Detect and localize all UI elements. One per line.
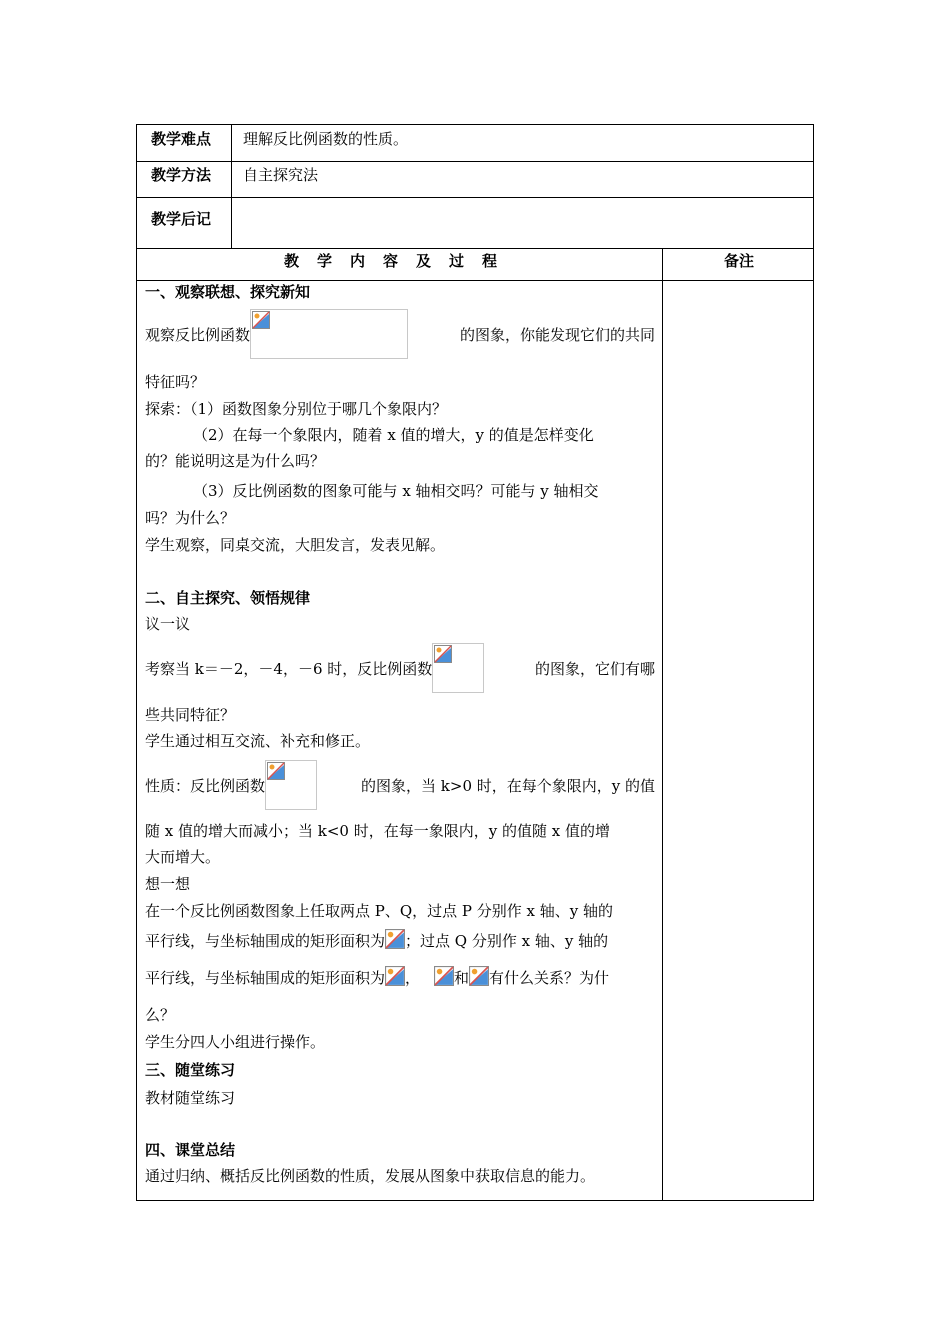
content-line: 随 x 值的增大而减小；当 k<0 时，在每一象限内，y 的值随 x 值的增 bbox=[145, 822, 610, 840]
content-line: 特征吗？ bbox=[145, 373, 206, 391]
content-line: （3）反比例函数的图象可能与 x 轴相交吗？可能与 y 轴相交 bbox=[193, 482, 599, 500]
content-text: 和 bbox=[454, 968, 470, 987]
broken-image-icon bbox=[434, 966, 454, 986]
remarks-cell bbox=[663, 281, 814, 1200]
content-line: 大而增大。 bbox=[145, 848, 221, 866]
broken-image-icon bbox=[385, 929, 405, 949]
formula-image bbox=[434, 966, 454, 988]
content-line: 么？ bbox=[145, 1006, 176, 1024]
method-label: 教学方法 bbox=[151, 166, 212, 184]
content-text: 的图象，当 k>0 时，在每个象限内，y 的值 bbox=[361, 776, 655, 795]
difficulty-label: 教学难点 bbox=[151, 130, 212, 148]
content-line: 通过归纳、概括反比例函数的性质，发展从图象中获取信息的能力。 bbox=[145, 1167, 596, 1185]
section-1-title: 一、观察联想、探究新知 bbox=[145, 283, 311, 301]
content-line: 教材随堂练习 bbox=[145, 1089, 236, 1107]
content-line bbox=[145, 759, 655, 811]
row-divider bbox=[137, 161, 813, 162]
formula-image bbox=[385, 929, 405, 951]
content-line: 些共同特征？ bbox=[145, 706, 236, 724]
content-line bbox=[145, 963, 609, 991]
content-line: 议一议 bbox=[145, 615, 191, 633]
row-divider bbox=[137, 248, 813, 249]
content-text: 平行线，与坐标轴围成的矩形面积为 bbox=[145, 968, 386, 987]
section-2-title: 二、自主探究、领悟规律 bbox=[145, 589, 311, 607]
content-text: 考察当 k＝－2，－4，－6 时，反比例函数 bbox=[145, 659, 433, 678]
lesson-plan-table bbox=[136, 124, 814, 1201]
difficulty-value: 理解反比例函数的性质。 bbox=[243, 130, 409, 148]
content-line: 学生分四人小组进行操作。 bbox=[145, 1033, 326, 1051]
remarks-header: 备注 bbox=[723, 252, 754, 270]
lesson-content bbox=[145, 281, 655, 1196]
content-text: 有什么关系？为什 bbox=[489, 968, 610, 987]
broken-image-icon bbox=[252, 311, 270, 329]
postscript-label: 教学后记 bbox=[151, 210, 212, 228]
content-text: 的图象，它们有哪 bbox=[534, 659, 655, 678]
content-line: 学生通过相互交流、补充和修正。 bbox=[145, 732, 371, 750]
broken-image-icon bbox=[267, 762, 285, 780]
content-text: 的图象，你能发现它们的共同 bbox=[459, 325, 655, 344]
section-3-title: 三、随堂练习 bbox=[145, 1061, 236, 1079]
content-line bbox=[145, 926, 608, 954]
broken-image-icon bbox=[469, 966, 489, 986]
section-4-title: 四、课堂总结 bbox=[145, 1141, 236, 1159]
formula-image bbox=[385, 966, 405, 988]
content-line: 想一想 bbox=[145, 875, 191, 893]
content-line: 吗？为什么？ bbox=[145, 509, 236, 527]
formula-image bbox=[432, 643, 484, 693]
label-divider bbox=[231, 125, 232, 248]
content-text: 性质：反比例函数 bbox=[145, 776, 266, 795]
broken-image-icon bbox=[385, 966, 405, 986]
formula-image bbox=[265, 760, 317, 810]
content-text: 平行线，与坐标轴围成的矩形面积为 bbox=[145, 931, 386, 950]
row-divider bbox=[137, 197, 813, 198]
content-text: ；过点 Q 分别作 x 轴、y 轴的 bbox=[405, 931, 609, 950]
broken-image-icon bbox=[434, 645, 452, 663]
content-text: ， bbox=[405, 968, 421, 987]
content-line: 在一个反比例函数图象上任取两点 P、Q，过点 P 分别作 x 轴、y 轴的 bbox=[145, 902, 614, 920]
formula-image bbox=[469, 966, 489, 988]
content-line bbox=[145, 642, 655, 694]
content-line bbox=[145, 308, 655, 360]
content-line: 探索：（1）函数图象分别位于哪几个象限内？ bbox=[145, 400, 448, 418]
content-line: 学生观察，同桌交流，大胆发言，发表见解。 bbox=[145, 536, 446, 554]
content-text: 观察反比例函数 bbox=[145, 325, 251, 344]
method-value: 自主探究法 bbox=[243, 166, 319, 184]
content-header: 教学内容及过程 bbox=[283, 252, 515, 270]
content-line: 的？能说明这是为什么吗？ bbox=[145, 452, 326, 470]
formula-image bbox=[250, 309, 408, 359]
content-line: （2）在每一个象限内，随着 x 值的增大，y 的值是怎样变化 bbox=[193, 426, 594, 444]
